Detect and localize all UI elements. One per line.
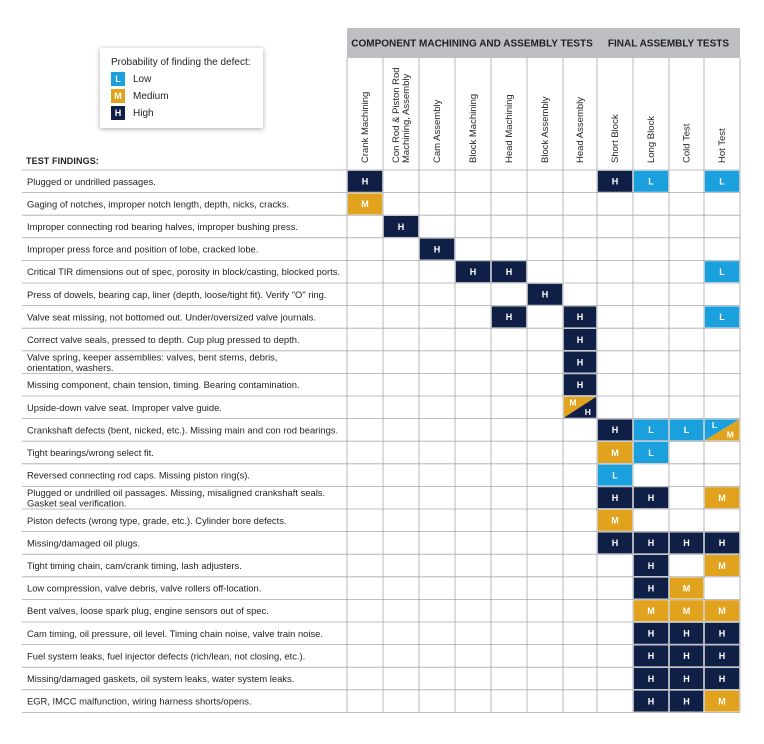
finding-label: Plugged or undrilled oil passages. Missing, misaligned crankshaft seals.: [27, 486, 326, 498]
finding-label: Low compression, valve debris, valve rollers off-location.: [27, 582, 262, 594]
probability-cell-label: M: [718, 696, 726, 707]
finding-label: Improper connecting rod bearing halves, improper bushing press.: [27, 221, 298, 232]
probability-cell-label: H: [397, 221, 405, 232]
probability-cell-label: M: [718, 493, 726, 503]
finding-label: Press of dowels, bearing cap, liner (depth, loose/tight fit). Verify "O" ring.: [27, 288, 327, 300]
finding-label: Valve spring, keeper assemblies: valves, bent stems, debris,: [27, 351, 278, 363]
finding-label: Upside-down valve seat. Improper valve guide.: [27, 401, 222, 413]
probability-cell-label: H: [469, 267, 477, 277]
probability-cell-label: L: [612, 470, 618, 481]
probability-cell-label: H: [611, 176, 619, 187]
legend-label-medium: Medium: [133, 90, 169, 102]
finding-label: Tight timing chain, cam/crank timing, lash adjusters.: [27, 560, 242, 571]
probability-cell-label: H: [647, 651, 655, 662]
finding-label: Tight bearings/wrong select fit.: [27, 447, 154, 458]
probability-cell-label: H: [505, 312, 513, 323]
probability-cell-label: M: [682, 583, 691, 594]
probability-cell-label: M: [569, 397, 577, 408]
probability-cell-label: M: [682, 606, 691, 616]
probability-cell-label: H: [683, 628, 690, 639]
probability-cell-label: L: [648, 176, 654, 187]
probability-cell-label: L: [648, 447, 654, 458]
column-header-label: Cam Assembly: [432, 99, 443, 163]
probability-cell-label: H: [611, 493, 619, 503]
probability-cell-label: H: [647, 673, 655, 684]
probability-cell-label: H: [647, 560, 655, 571]
probability-cell-label: H: [647, 583, 655, 594]
probability-cell-label: H: [611, 425, 619, 436]
probability-cell-label: H: [647, 538, 655, 549]
column-header-label: Block Assembly: [540, 96, 551, 163]
probability-cell-label: H: [611, 538, 619, 549]
probability-cell-label: M: [647, 606, 655, 616]
probability-cell-label: H: [647, 696, 655, 707]
probability-cell-label: L: [711, 420, 718, 431]
finding-label: Reversed connecting rod caps. Missing piston ring(s).: [27, 469, 251, 481]
probability-cell-label: H: [541, 289, 549, 300]
column-header-label: Cold Test: [681, 123, 693, 163]
probability-cell-label: L: [719, 312, 725, 323]
probability-cell-label: H: [718, 651, 726, 662]
probability-cell-label: H: [718, 628, 726, 639]
finding-label: EGR, IMCC malfunction, wiring harness shorts/opens.: [27, 695, 252, 707]
probability-cell-label: M: [361, 199, 369, 210]
finding-label: Fuel system leaks, fuel injector defects (rich/lean, not closing, etc.).: [27, 650, 306, 662]
probability-cell-label: H: [647, 493, 655, 503]
finding-label: Correct valve seals, pressed to depth. Cup plug pressed to depth.: [27, 334, 300, 345]
probability-cell-label: H: [584, 406, 591, 417]
probability-cell-label: M: [718, 560, 726, 571]
finding-label: Gasket seal verification.: [27, 497, 127, 509]
finding-label: Critical TIR dimensions out of spec, porosity in block/casting, blocked ports.: [27, 266, 340, 278]
probability-cell-label: H: [683, 538, 690, 549]
column-header-label: Head Machining: [504, 94, 515, 163]
probability-cell-label: L: [719, 176, 725, 187]
probability-cell-label: L: [648, 425, 654, 436]
probability-cell-label: H: [718, 673, 726, 684]
finding-label: Gaging of notches, improper notch length, depth, nicks, cracks.: [27, 198, 290, 210]
probability-cell-label: H: [505, 267, 513, 277]
probability-cell-label: H: [683, 673, 690, 684]
finding-label: Cam timing, oil pressure, oil level. Timing chain noise, valve train noise.: [27, 627, 323, 639]
finding-label: orientation, washers.: [27, 361, 114, 373]
legend-label-low: Low: [133, 73, 152, 85]
probability-cell-label: H: [718, 538, 726, 549]
column-header-label: Short Block: [610, 114, 621, 163]
finding-label: Missing/damaged gaskets, oil system leaks, water system leaks.: [27, 673, 295, 684]
group-header-label: FINAL ASSEMBLY TESTS: [607, 38, 730, 50]
test-findings-heading: TEST FINDINGS:: [26, 156, 99, 166]
column-header-label: Long Block: [646, 115, 657, 163]
probability-cell-label: H: [683, 651, 690, 662]
column-header-label: Block Machining: [468, 93, 479, 163]
legend-title: Probability of finding the defect:: [111, 57, 251, 68]
column-header-label: Head Assembly: [575, 96, 586, 163]
probability-cell-label: H: [576, 334, 584, 345]
probability-cell-label: L: [719, 267, 725, 277]
probability-cell-label: H: [683, 696, 690, 707]
finding-label: Crankshaft defects (bent, nicked, etc.). Missing main and con rod bearings.: [27, 424, 339, 436]
finding-label: Valve seat missing, not bottomed out. Under/oversized valve journals.: [27, 311, 317, 323]
probability-cell-label: H: [576, 312, 584, 323]
legend-swatch-medium: M: [111, 89, 125, 103]
probability-cell-label: M: [611, 515, 619, 526]
probability-cell-label: H: [433, 244, 441, 255]
probability-cell-label: H: [361, 176, 369, 187]
probability-cell-label: M: [726, 429, 734, 440]
finding-label: Plugged or undrilled passages.: [27, 175, 156, 187]
legend-label-high: High: [133, 107, 154, 119]
legend-swatch-high: H: [111, 106, 125, 120]
finding-label: Missing/damaged oil plugs.: [27, 537, 141, 549]
finding-label: Bent valves, loose spark plug, engine sensors out of spec.: [27, 605, 269, 617]
finding-label: Piston defects (wrong type, grade, etc.). Cylinder bore defects.: [27, 514, 287, 526]
finding-label: Missing component, chain tension, timing. Bearing contamination.: [27, 379, 300, 391]
group-header-label: COMPONENT MACHINING AND ASSEMBLY TESTS: [351, 38, 593, 50]
column-header-label: Crank Machining: [360, 91, 371, 163]
probability-cell-label: M: [718, 606, 726, 616]
column-header-label: Hot Test: [717, 128, 728, 163]
probability-cell-label: L: [683, 425, 690, 436]
legend-swatch-low: L: [111, 72, 125, 86]
finding-label: Improper press force and position of lobe, cracked lobe.: [27, 243, 259, 255]
column-header-label: Machining, Assembly: [401, 73, 412, 163]
probability-cell-label: H: [576, 380, 584, 390]
probability-cell-label: M: [611, 447, 619, 458]
column-header-label: Con Rod & Piston Rod: [391, 67, 402, 163]
probability-cell-label: H: [576, 357, 584, 368]
probability-cell-label: H: [647, 628, 655, 639]
